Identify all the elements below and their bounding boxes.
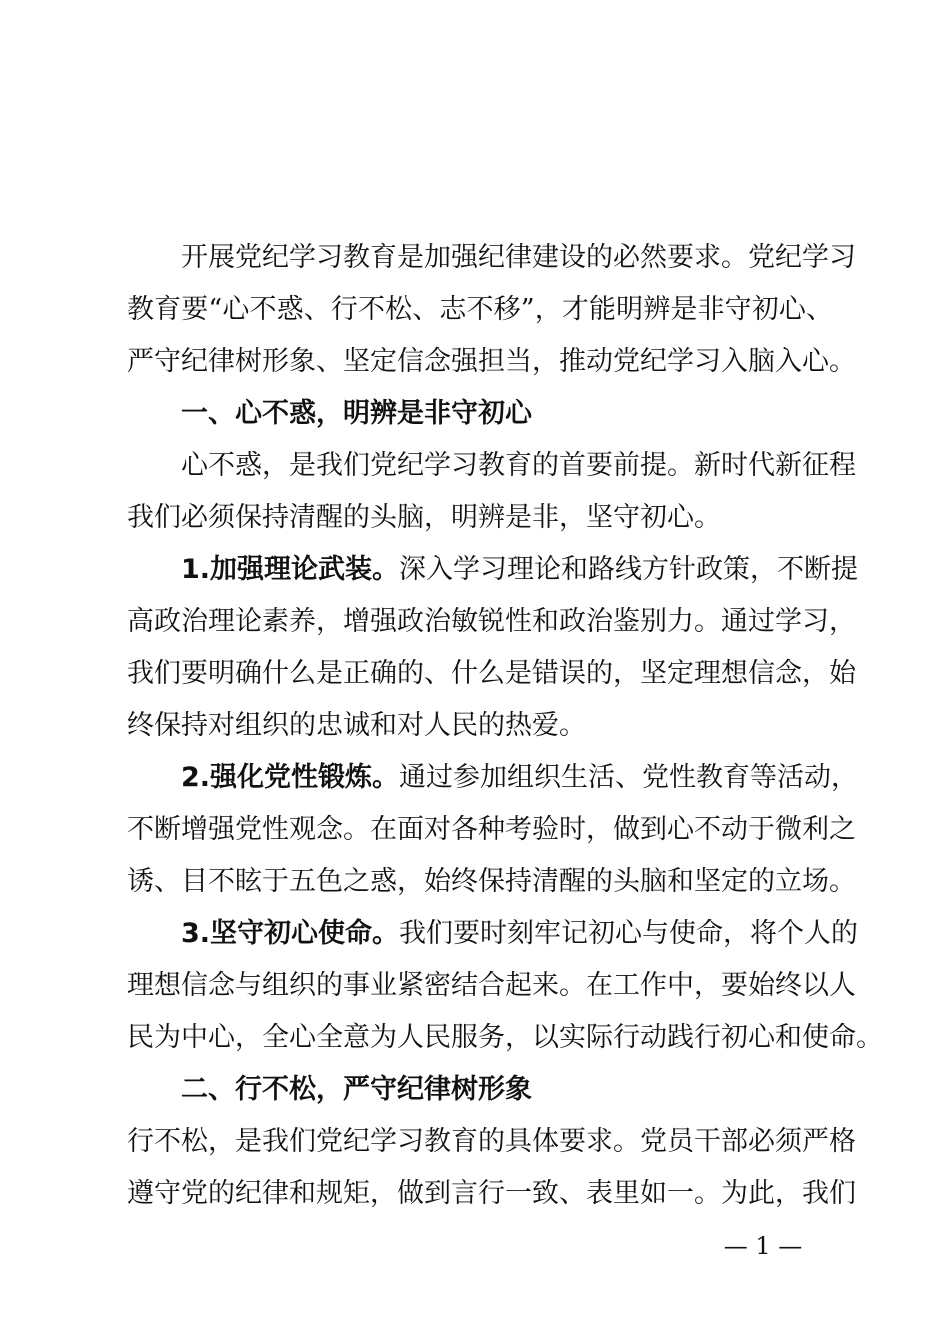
paragraph-line: 严守纪律树形象、坚定信念强担当，推动党纪学习入脑入心。	[127, 346, 856, 377]
section1-item-2	[127, 752, 859, 908]
paragraph-line: 开展党纪学习教育是加强纪律建设的必然要求。党纪学习	[181, 242, 856, 273]
page-number: — 1 —	[723, 1232, 803, 1260]
section-heading-1: 一、心不惑，明辨是非守初心	[181, 398, 532, 429]
paragraph-line: 行不松，是我们党纪学习教育的具体要求。党员干部必须严格	[127, 1126, 856, 1157]
paragraph-line: 我们必须保持清醒的头脑，明辨是非，坚守初心。	[127, 502, 721, 533]
paragraph-line	[127, 544, 859, 596]
section1-item-1	[127, 544, 859, 752]
item-title: 1.加强理论武装。	[181, 554, 400, 585]
item-title: 3.坚守初心使命。	[181, 918, 400, 949]
section2-paragraph	[127, 1116, 856, 1220]
item-text: 我们要时刻牢记初心与使命，将个人的	[399, 918, 859, 949]
paragraph-line	[127, 908, 859, 960]
paragraph-line: 心不惑，是我们党纪学习教育的首要前提。新时代新征程	[181, 450, 856, 481]
item-text: 通过参加组织生活、党性教育等活动，	[399, 762, 859, 793]
paragraph-line	[127, 752, 859, 804]
section-heading-2: 二、行不松，严守纪律树形象	[181, 1074, 532, 1105]
paragraph-line: 遵守党的纪律和规矩，做到言行一致、表里如一。为此，我们	[127, 1178, 856, 1209]
paragraph-line: 高政治理论素养，增强政治敏锐性和政治鉴别力。通过学习，	[127, 606, 856, 637]
document-body	[127, 232, 883, 1220]
section1-item-3	[127, 908, 883, 1064]
item-title: 2.强化党性锻炼。	[181, 762, 400, 793]
section1-intro-paragraph	[127, 440, 856, 544]
paragraph-line: 不断增强党性观念。在面对各种考验时，做到心不动于微利之	[127, 814, 856, 845]
intro-paragraph	[127, 232, 856, 388]
paragraph-line: 诱、目不眩于五色之惑，始终保持清醒的头脑和坚定的立场。	[127, 866, 856, 897]
paragraph-line: 教育要“心不惑、行不松、志不移”，才能明辨是非守初心、	[127, 294, 833, 325]
paragraph-line: 终保持对组织的忠诚和对人民的热爱。	[127, 710, 586, 741]
item-text: 深入学习理论和路线方针政策，不断提	[399, 554, 859, 585]
paragraph-line: 民为中心，全心全意为人民服务，以实际行动践行初心和使命。	[127, 1022, 883, 1053]
paragraph-line: 我们要明确什么是正确的、什么是错误的，坚定理想信念，始	[127, 658, 856, 689]
paragraph-line: 理想信念与组织的事业紧密结合起来。在工作中，要始终以人	[127, 970, 856, 1001]
